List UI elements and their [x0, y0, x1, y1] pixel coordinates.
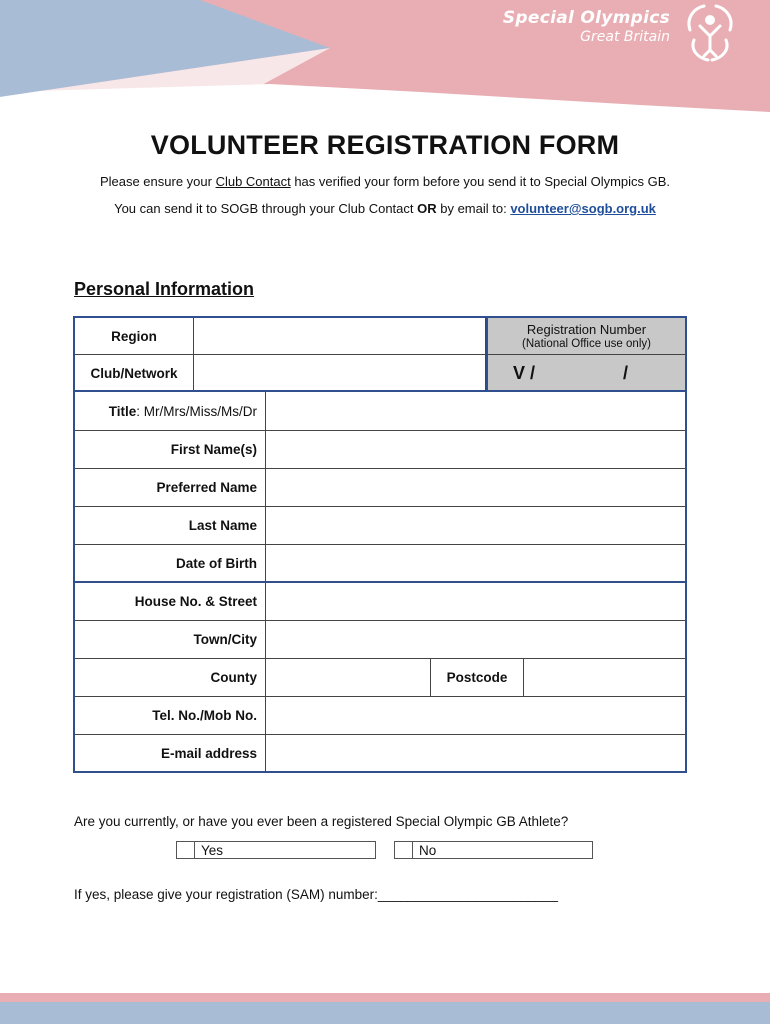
- registration-number-note: (National Office use only): [522, 338, 651, 350]
- registration-number-title: Registration Number: [526, 322, 647, 337]
- club-network-label: Club/Network: [75, 355, 194, 392]
- tel-field[interactable]: [266, 697, 685, 735]
- town-city-label: Town/City: [75, 621, 266, 659]
- region-label: Region: [75, 318, 194, 355]
- footer-blue-bar: [0, 1002, 770, 1024]
- brand-logo-text: [503, 8, 670, 45]
- brand-sub: Great Britain: [580, 29, 670, 45]
- address-box: [73, 581, 687, 773]
- postcode-field[interactable]: [524, 659, 685, 697]
- registration-number-header: [486, 318, 685, 355]
- title-label: [75, 392, 266, 431]
- last-name-field[interactable]: [266, 507, 685, 545]
- date-of-birth-label: Date of Birth: [75, 545, 266, 581]
- intro-line-2: [0, 201, 770, 216]
- first-name-field[interactable]: [266, 431, 685, 469]
- title-label-options: : Mr/Mrs/Miss/Ms/Dr: [136, 403, 257, 419]
- first-name-label: First Name(s): [75, 431, 266, 469]
- no-checkbox[interactable]: [395, 842, 413, 858]
- form-title: VOLUNTEER REGISTRATION FORM: [150, 130, 620, 160]
- town-city-field[interactable]: [266, 621, 685, 659]
- tel-label: Tel. No./Mob No.: [75, 697, 266, 735]
- email-label: E-mail address: [75, 735, 266, 771]
- or-text: OR: [417, 201, 437, 216]
- registration-number-prefix: V /: [513, 363, 536, 383]
- region-field[interactable]: [194, 318, 486, 355]
- volunteer-email-link[interactable]: volunteer@sogb.org.uk: [510, 201, 656, 216]
- no-option[interactable]: [394, 841, 593, 859]
- personal-details-box: [73, 390, 687, 583]
- yes-checkbox[interactable]: [177, 842, 195, 858]
- section-personal-information: Personal Information: [74, 279, 255, 299]
- street-label: House No. & Street: [75, 583, 266, 621]
- intro-text: by email to:: [436, 201, 511, 216]
- special-olympics-logo-icon: [680, 0, 740, 64]
- email-field[interactable]: [266, 735, 685, 771]
- registration-number-slash: /: [623, 363, 629, 383]
- intro-line-1: [0, 174, 770, 189]
- county-field[interactable]: [266, 659, 431, 697]
- yes-option[interactable]: [176, 841, 376, 859]
- title-label-bold: Title: [108, 403, 137, 419]
- preferred-name-field[interactable]: [266, 469, 685, 507]
- county-label: County: [75, 659, 266, 697]
- intro-text: Please ensure your: [99, 174, 216, 189]
- registration-number-field: [486, 355, 685, 392]
- no-label: No: [419, 842, 437, 858]
- intro-text: has verified your form before you send it to Special Olympics GB.: [290, 174, 671, 189]
- sam-number-prompt: If yes, please give your registration (SAM) number:________________________: [74, 887, 559, 902]
- last-name-label: Last Name: [75, 507, 266, 545]
- preferred-name-label: Preferred Name: [75, 469, 266, 507]
- postcode-label: Postcode: [431, 659, 524, 697]
- brand-main: Special Olympics: [502, 8, 670, 28]
- title-field[interactable]: [266, 392, 685, 431]
- date-of-birth-field[interactable]: [266, 545, 685, 581]
- club-network-field[interactable]: [194, 355, 486, 392]
- athlete-question: Are you currently, or have you ever been a registered Special Olympic GB Athlete?: [74, 814, 569, 829]
- region-club-box: [73, 316, 687, 392]
- yes-label: Yes: [201, 842, 224, 858]
- footer-pink-bar: [0, 993, 770, 1002]
- street-field[interactable]: [266, 583, 685, 621]
- intro-text: You can send it to SOGB through your Club Contact: [114, 201, 418, 216]
- club-contact-text: Club Contact: [215, 174, 291, 189]
